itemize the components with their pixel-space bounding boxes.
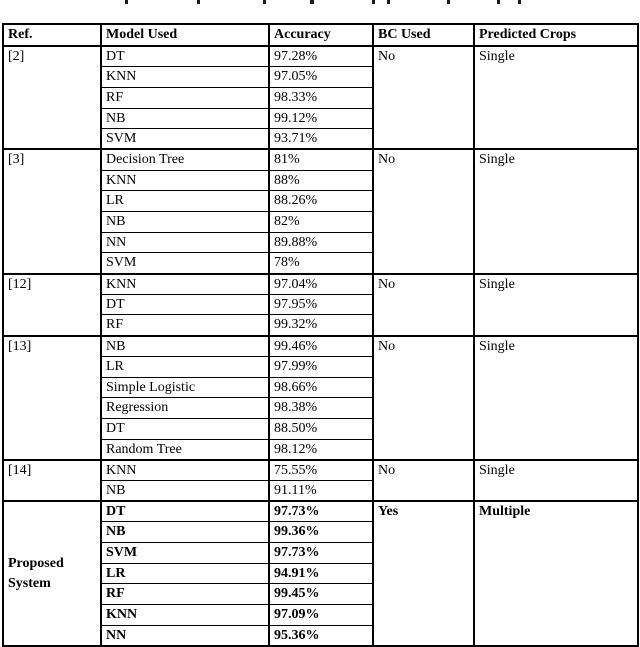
accuracy-cell: 82% [269, 212, 373, 233]
accuracy-cell: 91.11% [269, 480, 373, 501]
accuracy-cell: 97.09% [269, 605, 373, 626]
caption-fragment [387, 0, 390, 4]
table-row [3, 274, 638, 295]
accuracy-cell: 97.99% [269, 356, 373, 377]
ref-cell: [13] [3, 336, 101, 460]
bc-used-cell: No [373, 46, 474, 149]
accuracy-cell: 97.73% [269, 501, 373, 522]
accuracy-cell: 98.38% [269, 398, 373, 419]
model-cell: DT [101, 418, 269, 439]
predicted-crops-cell: Single [474, 336, 638, 460]
accuracy-cell: 99.36% [269, 522, 373, 543]
ref-cell: [14] [3, 460, 101, 501]
model-cell: Decision Tree [101, 149, 269, 170]
predicted-crops-cell: Multiple [474, 501, 638, 646]
ref-cell: [2] [3, 46, 101, 149]
table-row [3, 336, 638, 357]
predicted-crops-cell: Single [474, 460, 638, 501]
header-model-used: Model Used [101, 24, 269, 46]
ref-cell: Proposed System [3, 501, 101, 646]
model-cell: NB [101, 336, 269, 357]
model-cell: KNN [101, 170, 269, 191]
accuracy-cell: 93.71% [269, 129, 373, 150]
comparison-table [2, 23, 639, 647]
model-cell: NB [101, 480, 269, 501]
model-cell: Random Tree [101, 439, 269, 460]
accuracy-cell: 81% [269, 149, 373, 170]
model-cell: LR [101, 191, 269, 212]
caption-fragment [263, 0, 266, 4]
bc-used-cell: No [373, 460, 474, 501]
model-cell: NN [101, 232, 269, 253]
model-cell: NB [101, 108, 269, 129]
accuracy-cell: 75.55% [269, 460, 373, 481]
model-cell: Simple Logistic [101, 377, 269, 398]
model-cell: KNN [101, 274, 269, 295]
model-cell: KNN [101, 605, 269, 626]
caption-fragment [447, 0, 450, 4]
table-row [3, 501, 638, 522]
model-cell: NB [101, 212, 269, 233]
bc-used-cell: Yes [373, 501, 474, 646]
caption-fragment [518, 0, 521, 4]
model-cell: LR [101, 356, 269, 377]
model-cell: KNN [101, 67, 269, 88]
model-cell: RF [101, 315, 269, 336]
accuracy-cell: 97.05% [269, 67, 373, 88]
model-cell: Regression [101, 398, 269, 419]
bc-used-cell: No [373, 149, 474, 273]
model-cell: RF [101, 584, 269, 605]
accuracy-cell: 97.73% [269, 543, 373, 564]
model-cell: DT [101, 294, 269, 315]
model-cell: NB [101, 522, 269, 543]
model-cell: SVM [101, 253, 269, 274]
caption-fragment [372, 0, 375, 4]
clipped-caption [0, 0, 640, 6]
accuracy-cell: 99.45% [269, 584, 373, 605]
caption-fragment [125, 0, 128, 4]
accuracy-cell: 88% [269, 170, 373, 191]
header-ref: Ref. [3, 24, 101, 46]
accuracy-cell: 98.12% [269, 439, 373, 460]
model-cell: RF [101, 87, 269, 108]
header-bc-used: BC Used [373, 24, 474, 46]
model-cell: DT [101, 46, 269, 67]
header-predicted-crops: Predicted Crops [474, 24, 638, 46]
caption-fragment [497, 0, 500, 4]
accuracy-cell: 99.46% [269, 336, 373, 357]
table-row [3, 46, 638, 67]
predicted-crops-cell: Single [474, 149, 638, 273]
bc-used-cell: No [373, 274, 474, 336]
accuracy-cell: 97.28% [269, 46, 373, 67]
accuracy-cell: 78% [269, 253, 373, 274]
model-cell: DT [101, 501, 269, 522]
table-row [3, 460, 638, 481]
predicted-crops-cell: Single [474, 274, 638, 336]
table-row [3, 149, 638, 170]
accuracy-cell: 98.33% [269, 87, 373, 108]
header-accuracy: Accuracy [269, 24, 373, 46]
accuracy-cell: 98.66% [269, 377, 373, 398]
header-row [3, 24, 638, 46]
accuracy-cell: 95.36% [269, 625, 373, 646]
bc-used-cell: No [373, 336, 474, 460]
predicted-crops-cell: Single [474, 46, 638, 149]
accuracy-cell: 99.12% [269, 108, 373, 129]
table-header [3, 24, 638, 46]
accuracy-cell: 88.26% [269, 191, 373, 212]
caption-fragment [310, 0, 314, 4]
accuracy-cell: 94.91% [269, 563, 373, 584]
accuracy-cell: 89.88% [269, 232, 373, 253]
model-cell: LR [101, 563, 269, 584]
ref-cell: [3] [3, 149, 101, 273]
table-body [3, 46, 638, 646]
model-cell: SVM [101, 129, 269, 150]
accuracy-cell: 99.32% [269, 315, 373, 336]
model-cell: NN [101, 625, 269, 646]
accuracy-cell: 97.95% [269, 294, 373, 315]
ref-cell: [12] [3, 274, 101, 336]
model-cell: KNN [101, 460, 269, 481]
accuracy-cell: 88.50% [269, 418, 373, 439]
model-cell: SVM [101, 543, 269, 564]
accuracy-cell: 97.04% [269, 274, 373, 295]
caption-fragment [197, 0, 200, 4]
